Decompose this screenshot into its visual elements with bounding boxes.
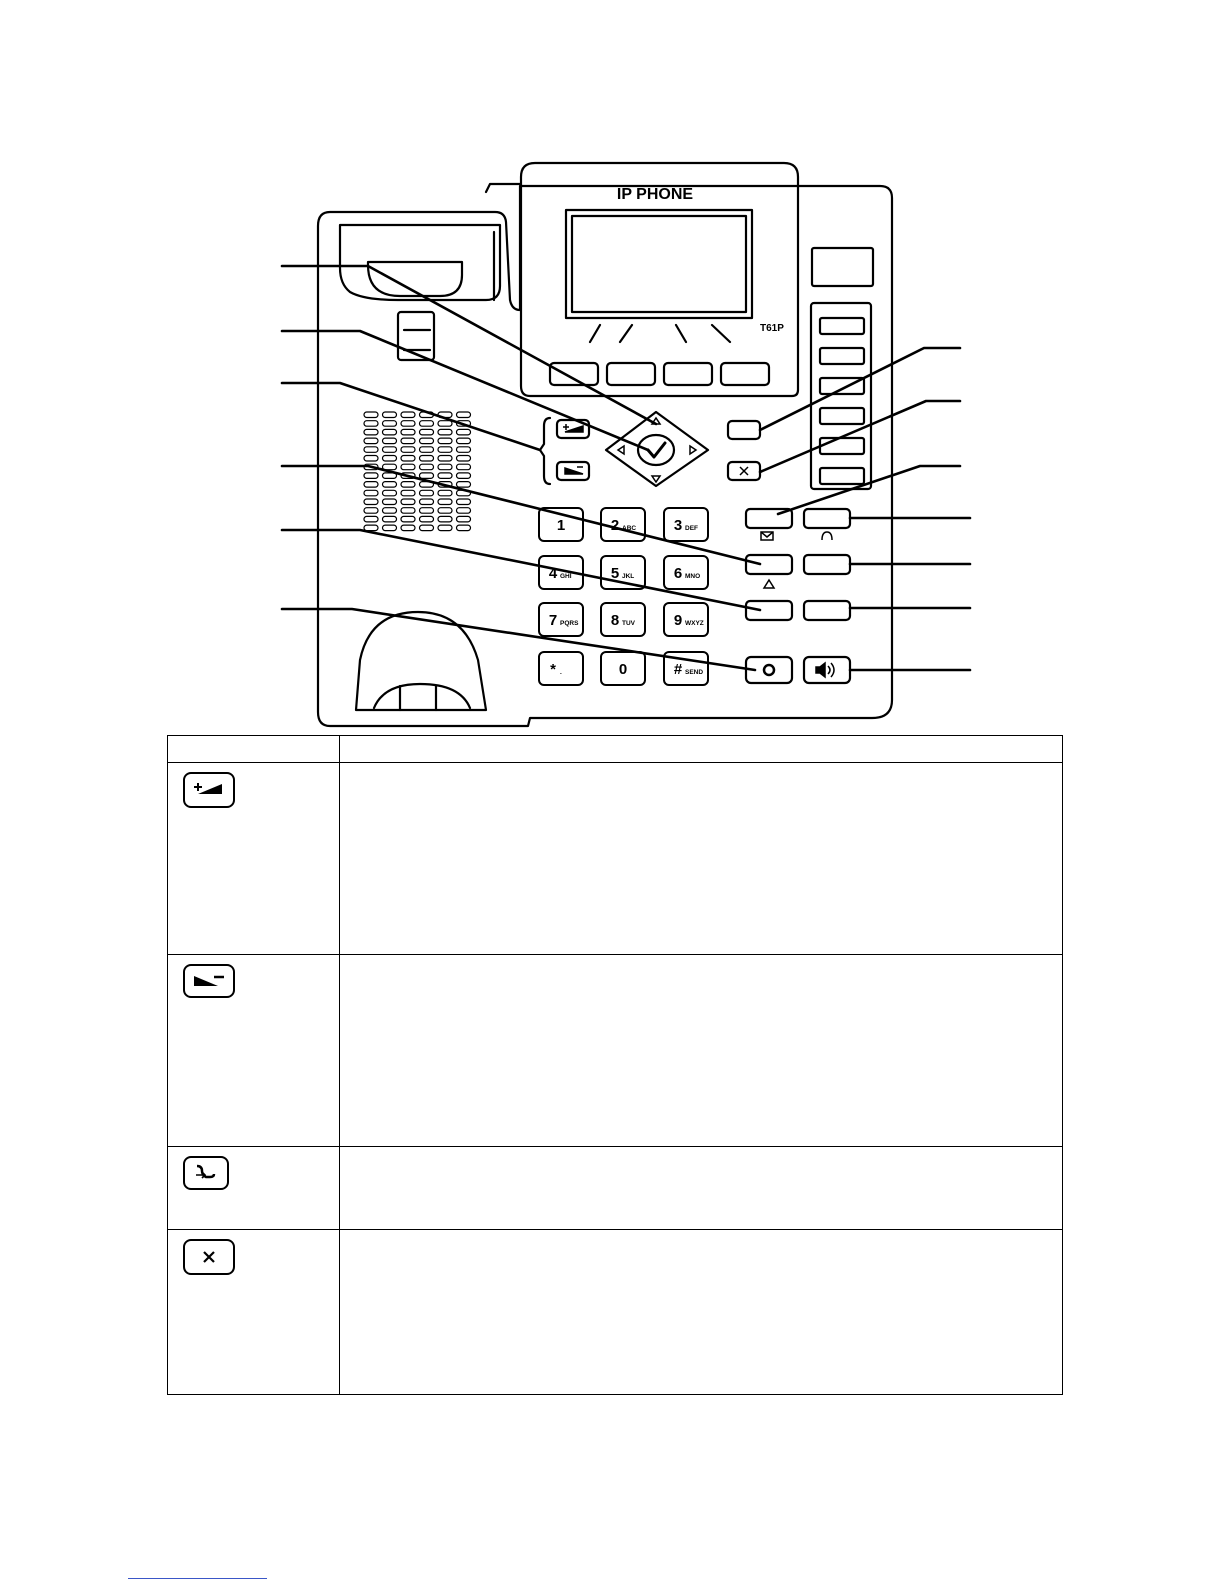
grille-slot [364,447,378,453]
grille-slot [457,473,471,479]
keypad-digit-5[interactable]: 6 [673,565,683,582]
grille-slot [420,490,434,496]
grille-slot [364,516,378,522]
grille-slot [401,421,415,427]
grille-slot [438,447,452,453]
grille-slot [401,412,415,418]
grille-slot [420,473,434,479]
header-cell-key [168,736,340,763]
grille-slot [457,499,471,505]
keypad-digit-7[interactable]: 8 [610,612,620,629]
grille-slot [383,516,397,522]
grille-slot [420,464,434,470]
grille-slot [457,438,471,444]
grille-slot [364,525,378,531]
grille-slot [438,473,452,479]
speaker-grille [363,413,470,533]
grille-slot [438,429,452,435]
key-description-table [167,735,1063,1395]
grille-slot [457,429,471,435]
grille-slot [401,482,415,488]
grille-slot [383,456,397,462]
redial-key [804,555,850,574]
grille-slot [364,499,378,505]
lcd-screen [566,210,752,318]
line-key-4 [820,408,864,424]
table-row [168,763,1063,955]
grille-slot [438,490,452,496]
keypad-digit-9[interactable]: * [550,661,556,678]
grille-slot [457,447,471,453]
header-cell-description [340,736,1063,763]
grille-slot [364,482,378,488]
keypad-letters-2: DEF [685,525,698,532]
grille-slot [457,412,471,418]
grille-slot [364,412,378,418]
speaker-key [804,657,850,683]
keypad-digit-10[interactable]: 0 [618,661,628,678]
grille-slot [438,456,452,462]
grille-slot [438,508,452,514]
grille-slot [401,490,415,496]
grille-slot [401,499,415,505]
grille-slot [364,456,378,462]
description-cell [340,955,1063,1147]
forward-key [728,421,760,439]
line-key-1 [820,318,864,334]
grille-slot [401,429,415,435]
keypad-letters-11: SEND [685,669,704,676]
grille-slot [401,447,415,453]
grille-slot [438,499,452,505]
grille-slot [401,438,415,444]
keypad-letters-5: MNO [685,573,701,580]
softkey-4 [721,363,769,385]
grille-slot [420,421,434,427]
line-key-6 [820,468,864,484]
line-key-5 [820,438,864,454]
grille-slot [364,429,378,435]
table-header-row [168,736,1063,763]
grille-slot [438,516,452,522]
grille-slot [457,482,471,488]
keypad-digit-6[interactable]: 7 [548,612,558,629]
volume-down-icon [182,963,236,999]
softkey-3 [664,363,712,385]
keypad-letters-3: GHI [560,573,572,580]
grille-slot [401,516,415,522]
grille-slot [383,482,397,488]
grille-slot [420,499,434,505]
grille-slot [457,456,471,462]
keypad-letters-7: TUV [622,620,635,627]
transfer-key [804,601,850,620]
grille-slot [383,447,397,453]
mute-key [746,601,792,620]
keypad-digit-3[interactable]: 4 [548,565,558,582]
description-cell [340,763,1063,955]
grille-slot [420,447,434,453]
ok-key [638,435,674,465]
grille-slot [364,490,378,496]
grille-slot [401,464,415,470]
description-cell [340,1147,1063,1230]
grille-slot [383,438,397,444]
bottom-link-rule [128,1578,267,1579]
hold-key [746,555,792,574]
grille-slot [438,525,452,531]
table-row [168,1147,1063,1230]
grille-slot [383,508,397,514]
softkey-1 [550,363,598,385]
grille-slot [420,456,434,462]
callout-lines [282,266,970,670]
grille-slot [438,421,452,427]
grille-slot [420,516,434,522]
description-cell [340,1230,1063,1395]
keypad-digit-1[interactable]: 2 [610,517,620,534]
phone-diagram [0,0,1225,735]
softkey-2 [607,363,655,385]
keypad-digit-11[interactable]: # [673,661,683,678]
grille-slot [457,516,471,522]
table-row [168,1230,1063,1395]
grille-slot [420,438,434,444]
grille-slot [438,464,452,470]
cancel-x-icon [182,1238,236,1276]
grille-slot [383,421,397,427]
grille-slot [383,490,397,496]
grille-slot [401,525,415,531]
grille-slot [420,525,434,531]
grille-slot [457,525,471,531]
label-window [812,248,873,286]
headset-key [804,509,850,528]
grille-slot [364,473,378,479]
keypad-letters-4: JKL [622,573,635,580]
grille-slot [383,499,397,505]
nav-cluster [606,412,708,486]
keypad-letters-9: . [560,669,562,676]
grille-slot [364,438,378,444]
keypad-digit-0[interactable]: 1 [556,517,566,534]
keypad-letters-6: PQRS [560,620,579,627]
grille-slot [401,456,415,462]
grille-slot [457,508,471,514]
model-label: T61P [760,323,784,334]
grille-slot [438,438,452,444]
keypad-digit-2[interactable]: 3 [673,517,683,534]
brand-label: IP PHONE [616,186,694,203]
keypad-digit-4[interactable]: 5 [610,565,620,582]
volume-up-icon [182,771,236,809]
grille-slot [383,412,397,418]
keypad-letters-8: WXYZ [685,620,704,627]
call-forward-icon [182,1155,230,1191]
line-key-2 [820,348,864,364]
grille-slot [401,508,415,514]
grille-slot [383,525,397,531]
grille-slot [364,421,378,427]
grille-slot [420,508,434,514]
table-row [168,955,1063,1147]
grille-slot [364,508,378,514]
keypad-letters-1: ABC [622,525,637,532]
grille-slot [457,464,471,470]
grille-slot [420,429,434,435]
keypad-digit-8[interactable]: 9 [673,612,683,629]
grille-slot [383,429,397,435]
